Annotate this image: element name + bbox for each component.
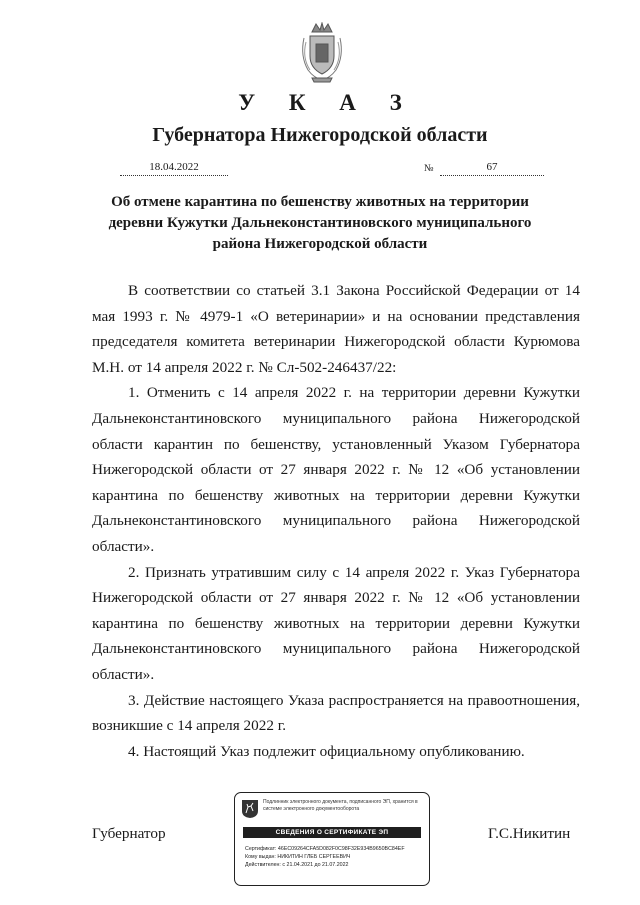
coat-of-arms-icon (298, 22, 346, 84)
e-signature-stamp (234, 792, 430, 886)
subject-line: деревни Кужутки Дальнеконстантиновского муниципального (108, 215, 532, 231)
document-number: 67 (440, 161, 544, 176)
certificate-details (245, 845, 425, 869)
clause-3-paragraph: 3. Действие настоящего Указа распространяется на правоотношения, возникшие с 14 апреля 2022 г. (92, 691, 580, 735)
clause-1-paragraph: 1. Отменить с 14 апреля 2022 г. на территории деревни Кужутки Дальнеконстантиновского муниципального района Нижегородской области карантин по бешенству, установленный Указом Губернатора Нижегородской области от 27 января 2022 г. № 12 «Об установлении карантина по бешенству животных на территории деревни Кужутки Дальнеконстантиновского муниципального района Нижегородской области». (92, 384, 580, 555)
certificate-validity: Действителен: с 21.04.2021 до 21.07.2022 (245, 862, 349, 868)
preamble-paragraph: В соответствии со статьей 3.1 Закона Российской Федерации от 14 мая 1993 г. № 4979-1 «О ветеринарии» и на основании представления председателя комитета ветеринарии Нижегородской области Курюмова М.Н. от 14 апреля 2022 г. № Сл-502-246437/22: (92, 282, 580, 376)
subject-line: района Нижегородской области (212, 236, 428, 252)
certificate-serial: Сертификат: 46EC09264CFA5D082F0C98F32E934B9650BC84EF (245, 846, 405, 852)
certificate-note: Подлинник электронного документа, подписанного ЭП, хранится в системе электронного документооборота (263, 799, 418, 812)
decree-title: У К А З (238, 90, 416, 115)
decree-subject (95, 192, 545, 255)
deer-logo-icon (241, 799, 259, 819)
issuer-title: Губернатора Нижегородской области (152, 124, 488, 146)
clause-2-paragraph: 2. Признать утратившим силу с 14 апреля 2022 г. Указ Губернатора Нижегородской области от 27 января 2022 г. № 12 «Об установлении карантина по бешенству животных на территории деревни Кужутки Дальнеконстантиновского муниципального района Нижегородской области». (92, 563, 580, 683)
subject-line: Об отмене карантина по бешенству животных на территории (111, 194, 529, 210)
certificate-owner: Кому выдан: НИКИТИН ГЛЕБ СЕРГЕЕВИЧ (245, 854, 351, 860)
number-label: № (424, 163, 434, 174)
certificate-header: СВЕДЕНИЯ О СЕРТИФИКАТЕ ЭП (243, 827, 421, 838)
clause-4-paragraph: 4. Настоящий Указ подлежит официальному опубликованию. (128, 742, 525, 760)
signatory-name: Г.С.Никитин (488, 825, 571, 842)
signatory-title: Губернатор (92, 825, 166, 842)
document-date: 18.04.2022 (120, 161, 228, 176)
decree-body (92, 278, 580, 764)
